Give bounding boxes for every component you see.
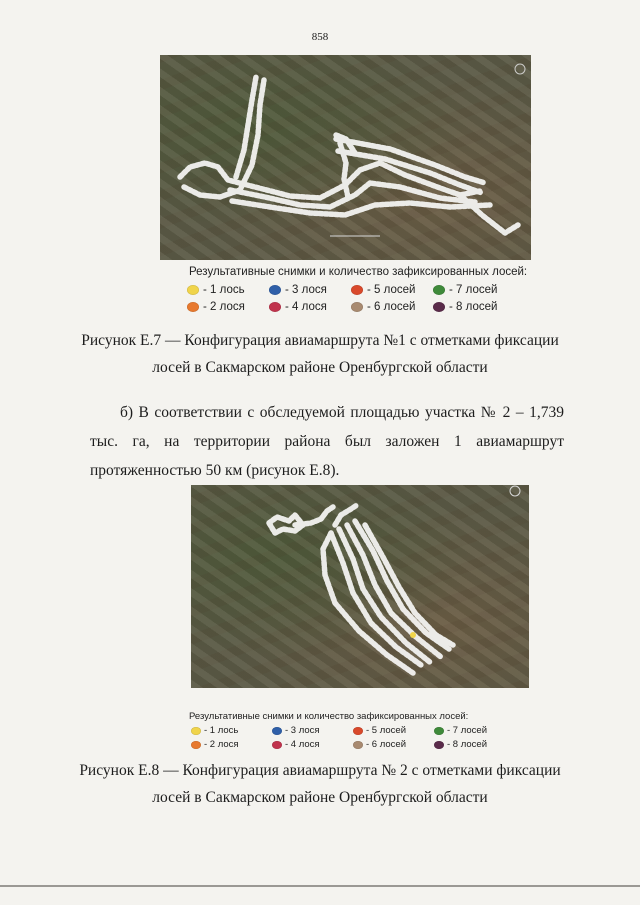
- green-dot-icon: [434, 727, 444, 735]
- body-paragraph: б) В соответствии с обследуемой площадью участка № 2 – 1,739 тыс. га, на территории района был заложен 1 авиамаршрут протяженностью 50 км (рисунок Е.8).: [90, 404, 564, 479]
- figure-1-caption: [0, 327, 640, 381]
- figure-2-caption: [0, 757, 640, 811]
- scan-edge-rule: [0, 885, 640, 887]
- caption-line: Рисунок Е.7 — Конфигурация авиамаршрута №1 с отметками фиксации: [81, 332, 559, 349]
- route-2-overlay: [191, 485, 529, 688]
- legend-item: - 3 лося: [272, 725, 353, 736]
- route-map-2: [191, 485, 529, 688]
- purple-dot-icon: [434, 741, 444, 749]
- legend-item: - 5 лосей: [351, 284, 433, 296]
- legend-item: - 1 лось: [191, 725, 272, 736]
- legend-figure-2: [189, 711, 515, 753]
- orange-dot-icon: [187, 302, 199, 312]
- yellow-dot-icon: [187, 285, 199, 295]
- purple-dot-icon: [433, 302, 445, 312]
- legend-item: - 7 лосей: [433, 284, 515, 296]
- page-number: 858: [311, 31, 329, 43]
- legend-item: - 5 лосей: [353, 725, 434, 736]
- caption-line: лосей в Сакмарском районе Оренбургской области: [152, 359, 488, 376]
- legend-row: [191, 725, 515, 736]
- caption-line: Рисунок Е.8 — Конфигурация авиамаршрута № 2 с отметками фиксации: [79, 762, 561, 779]
- tan-dot-icon: [353, 741, 363, 749]
- red-dot-icon: [351, 285, 363, 295]
- legend-item: - 4 лося: [269, 301, 351, 313]
- legend-item: - 1 лось: [187, 284, 269, 296]
- crimson-dot-icon: [269, 302, 281, 312]
- legend-item: - 2 лося: [191, 739, 272, 750]
- legend-item: - 6 лосей: [353, 739, 434, 750]
- legend-row: [191, 739, 515, 750]
- legend-item: - 6 лосей: [351, 301, 433, 313]
- legend-item: - 7 лосей: [434, 725, 515, 736]
- legend-item: - 2 лося: [187, 301, 269, 313]
- legend-row: [187, 301, 527, 313]
- route-map-1: [160, 55, 531, 260]
- crimson-dot-icon: [272, 741, 282, 749]
- legend-item: - 8 лосей: [433, 301, 515, 313]
- legend-item: - 4 лося: [272, 739, 353, 750]
- blue-dot-icon: [272, 727, 282, 735]
- legend-row: [187, 284, 527, 296]
- caption-line: лосей в Сакмарском районе Оренбургской области: [152, 789, 488, 806]
- legend-item: - 8 лосей: [434, 739, 515, 750]
- legend-title: Результативные снимки и количество зафиксированных лосей:: [189, 711, 469, 722]
- yellow-dot-icon: [191, 727, 201, 735]
- legend-title: Результативные снимки и количество зафиксированных лосей:: [189, 266, 528, 278]
- legend-item: - 3 лося: [269, 284, 351, 296]
- route-1-overlay: [160, 55, 531, 260]
- green-dot-icon: [433, 285, 445, 295]
- red-dot-icon: [353, 727, 363, 735]
- blue-dot-icon: [269, 285, 281, 295]
- tan-dot-icon: [351, 302, 363, 312]
- orange-dot-icon: [191, 741, 201, 749]
- legend-figure-1: [189, 266, 527, 318]
